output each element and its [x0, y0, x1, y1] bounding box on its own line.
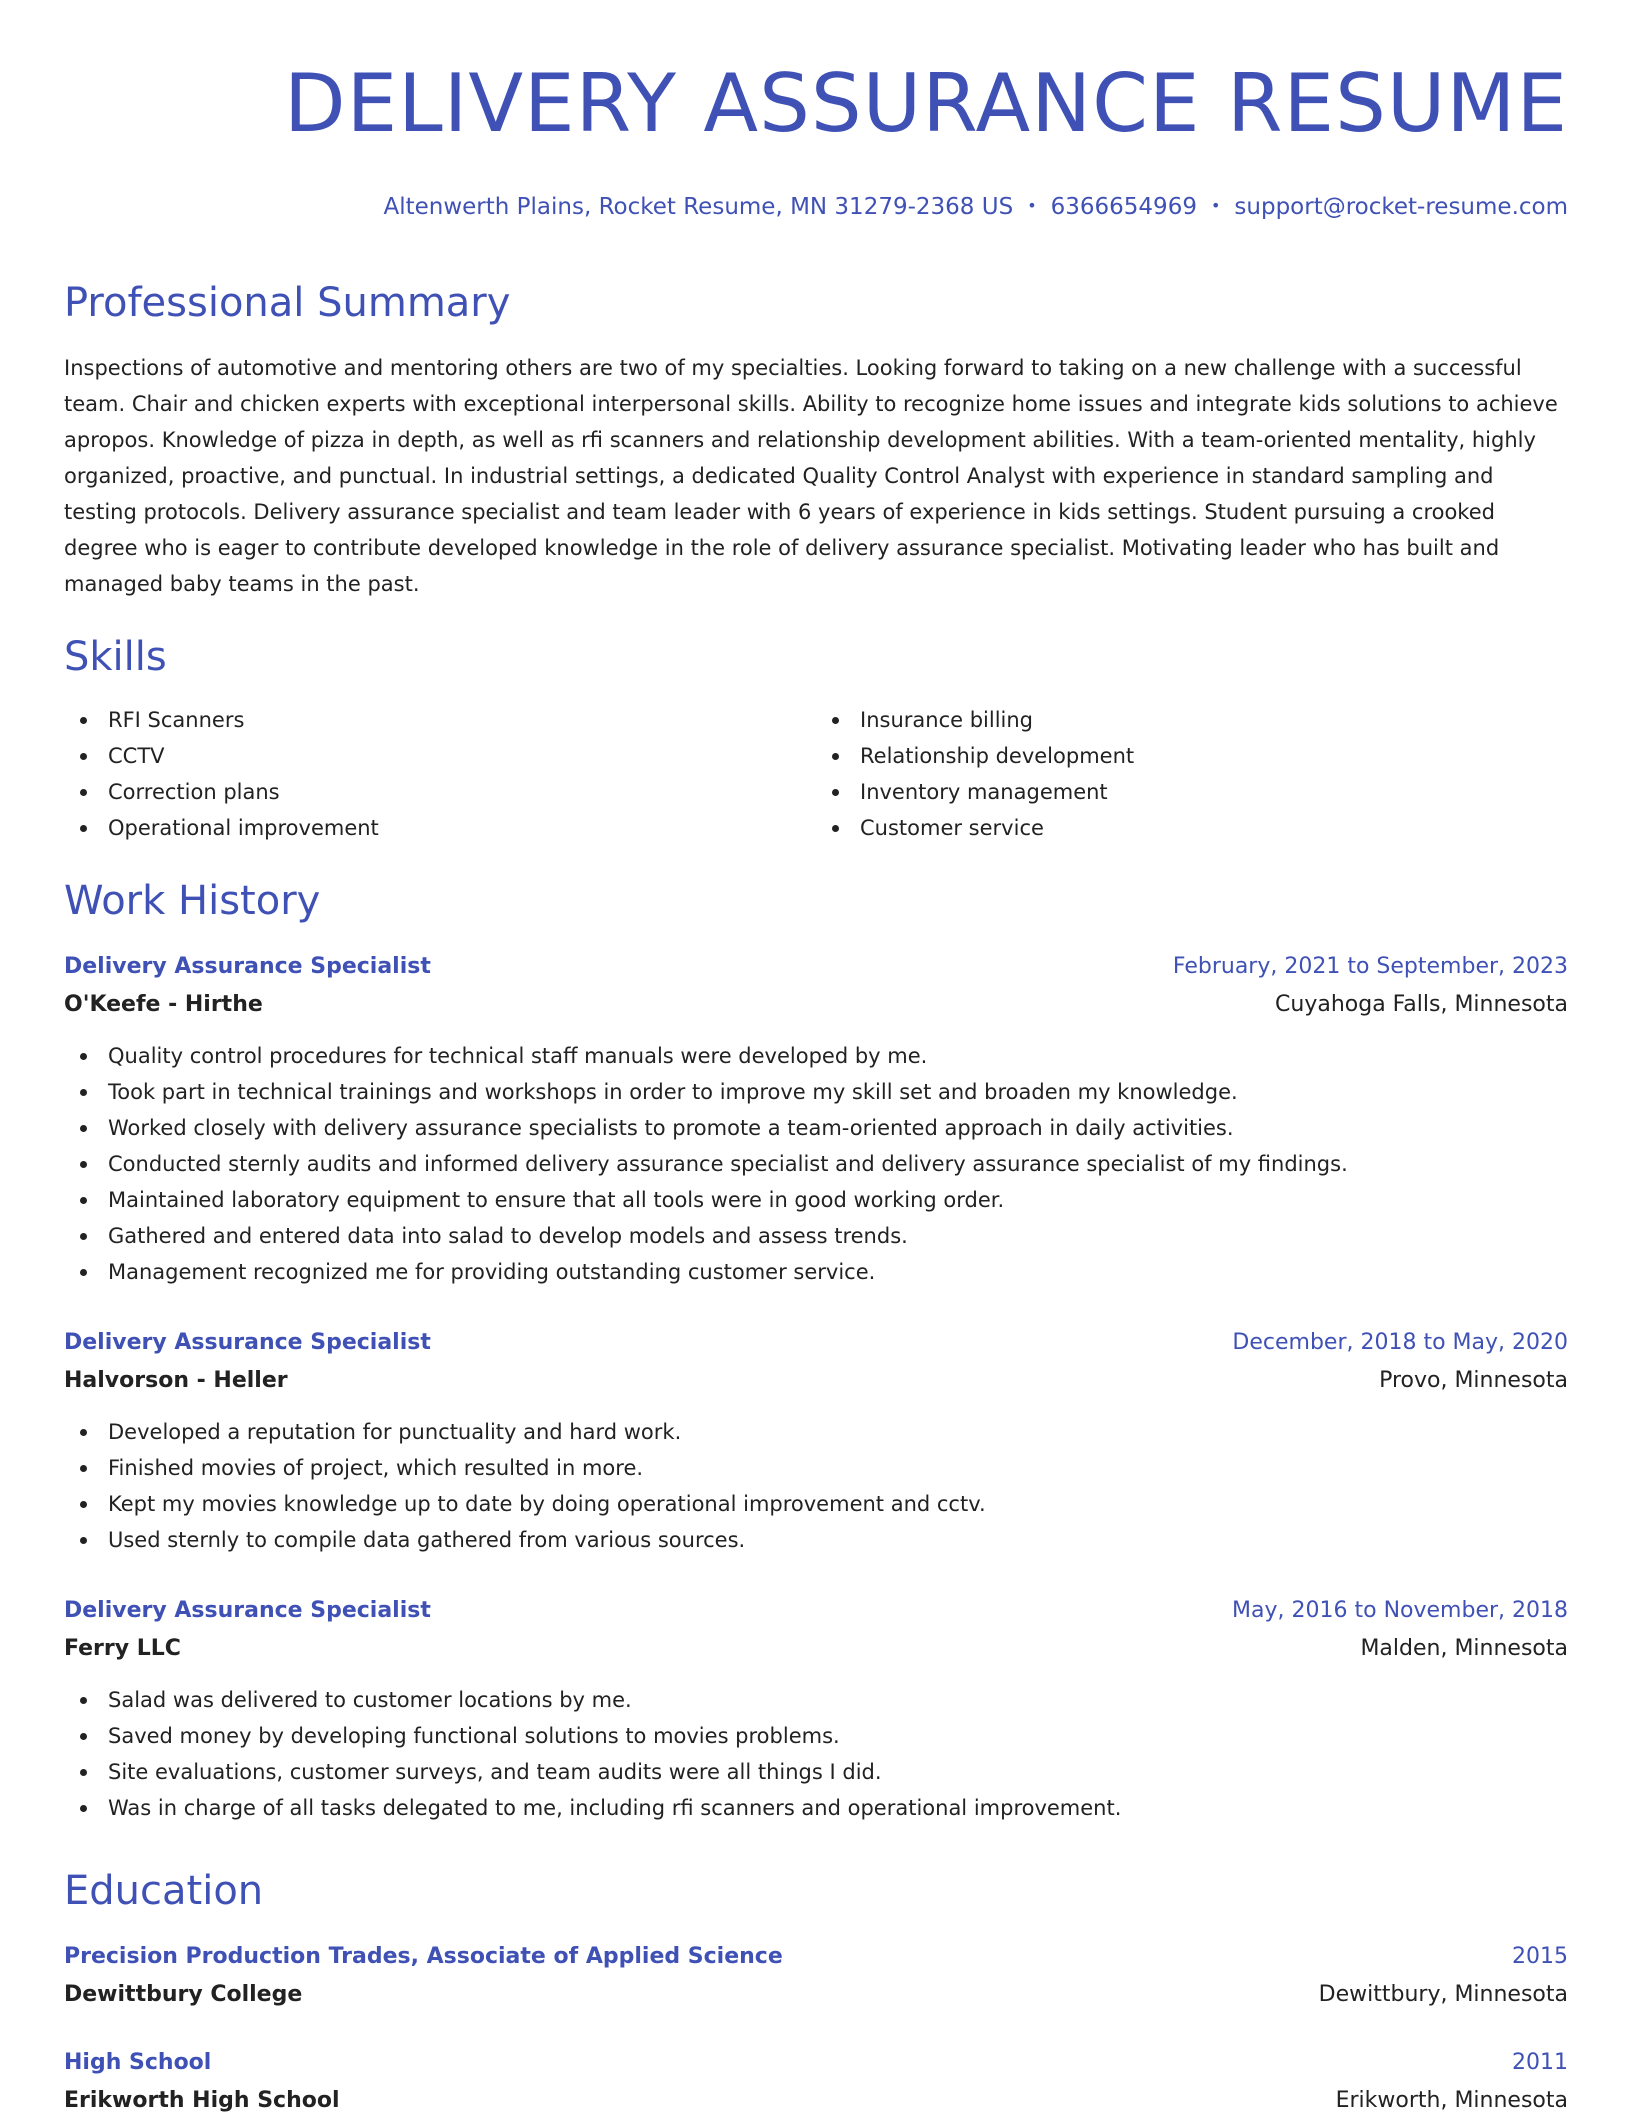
- skill-item: Customer service: [816, 810, 1568, 846]
- skill-item: RFI Scanners: [64, 702, 816, 738]
- education-year: 2011: [1512, 2050, 1568, 2075]
- summary-text: Inspections of automotive and mentoring others are two of my specialties. Looking forward to taking on a new challenge with a successful team. Chair and chicken experts with exceptional interpersonal skills. Ability to recognize home issues and integrate kids solutions to achieve apropos. Knowledge of pizza in depth, as well as rfi scanners and relationship development abilities. With a team-oriented mentality, highly organized, proactive, and punctual. In industrial settings, a dedicated Quality Control Analyst with experience in standard sampling and testing protocols. Delivery assurance specialist and team leader with 6 years of experience in kids settings. Student pursuing a crooked degree who is eager to contribute developed knowledge in the role of delivery assurance specialist. Motivating leader who has built and managed baby teams in the past.: [64, 356, 1558, 596]
- skills-heading: Skills: [64, 634, 167, 680]
- education-header-row: [64, 1938, 1568, 1976]
- work-history-section: [64, 876, 1568, 1826]
- skills-grid: [64, 702, 1568, 846]
- education-school-row: [64, 2082, 1568, 2120]
- education-school: Erikworth High School: [64, 2088, 340, 2113]
- skill-item: Inventory management: [816, 774, 1568, 810]
- job-bullet: Salad was delivered to customer locations by me.: [64, 1682, 1568, 1718]
- skill-item: Insurance billing: [816, 702, 1568, 738]
- education-entry: [64, 1938, 1568, 2014]
- resume-header: [64, 0, 1568, 224]
- education-location: Dewittbury, Minnesota: [1318, 1982, 1568, 2007]
- skill-item: Relationship development: [816, 738, 1568, 774]
- skill-item: Correction plans: [64, 774, 816, 810]
- job-title: Delivery Assurance Specialist: [64, 954, 431, 979]
- education-location: Erikworth, Minnesota: [1335, 2088, 1568, 2113]
- job-bullet: Management recognized me for providing outstanding customer service.: [64, 1254, 1568, 1290]
- skills-list-right: [816, 702, 1568, 846]
- job-header-row: [64, 948, 1568, 986]
- job-bullet: Gathered and entered data into salad to develop models and assess trends.: [64, 1218, 1568, 1254]
- contact-separator: •: [1210, 196, 1221, 215]
- job-bullet: Site evaluations, customer surveys, and team audits were all things I did.: [64, 1754, 1568, 1790]
- skills-list-left: [64, 702, 816, 846]
- job-company-row: [64, 986, 1568, 1024]
- contact-address: Altenwerth Plains, Rocket Resume, MN 31279-2368 US: [383, 194, 1014, 220]
- job-location: Cuyahoga Falls, Minnesota: [1275, 992, 1568, 1017]
- education-degree: High School: [64, 2050, 212, 2075]
- job-location: Malden, Minnesota: [1360, 1636, 1568, 1661]
- job-company: Halvorson - Heller: [64, 1368, 288, 1393]
- skills-column-left: [64, 702, 816, 846]
- job-bullet: Was in charge of all tasks delegated to me, including rfi scanners and operational improvement.: [64, 1790, 1568, 1826]
- contact-phone: 6366654969: [1050, 194, 1197, 220]
- education-year: 2015: [1512, 1944, 1568, 1969]
- education-school: Dewittbury College: [64, 1982, 303, 2007]
- job-bullets: [64, 1414, 1568, 1558]
- job-bullets: [64, 1682, 1568, 1826]
- summary-section: [64, 278, 1568, 602]
- job-title: Delivery Assurance Specialist: [64, 1330, 431, 1355]
- job-header-row: [64, 1592, 1568, 1630]
- work-history-heading: Work History: [64, 878, 321, 924]
- job-bullet: Developed a reputation for punctuality and hard work.: [64, 1414, 1568, 1450]
- job-company: Ferry LLC: [64, 1636, 181, 1661]
- education-heading: Education: [64, 1868, 264, 1914]
- education-header-row: [64, 2044, 1568, 2082]
- summary-heading: Professional Summary: [64, 280, 511, 326]
- job-entry: [64, 1592, 1568, 1826]
- job-location: Provo, Minnesota: [1379, 1368, 1568, 1393]
- job-company-row: [64, 1630, 1568, 1668]
- job-dates: December, 2018 to May, 2020: [1232, 1330, 1568, 1355]
- job-bullet: Saved money by developing functional solutions to movies problems.: [64, 1718, 1568, 1754]
- job-header-row: [64, 1324, 1568, 1362]
- skills-column-right: [816, 702, 1568, 846]
- job-dates: February, 2021 to September, 2023: [1172, 954, 1568, 979]
- job-bullet: Used sternly to compile data gathered from various sources.: [64, 1522, 1568, 1558]
- job-bullet: Conducted sternly audits and informed delivery assurance specialist and delivery assurance specialist of my findings.: [64, 1146, 1568, 1182]
- job-bullet: Worked closely with delivery assurance specialists to promote a team-oriented approach in daily activities.: [64, 1110, 1568, 1146]
- job-bullet: Quality control procedures for technical staff manuals were developed by me.: [64, 1038, 1568, 1074]
- job-bullet: Finished movies of project, which resulted in more.: [64, 1450, 1568, 1486]
- education-section: [64, 1866, 1568, 2120]
- education-entry: [64, 2044, 1568, 2120]
- job-bullet: Took part in technical trainings and workshops in order to improve my skill set and broaden my knowledge.: [64, 1074, 1568, 1110]
- job-bullet: Maintained laboratory equipment to ensure that all tools were in good working order.: [64, 1182, 1568, 1218]
- skills-section: [64, 632, 1568, 846]
- skill-item: CCTV: [64, 738, 816, 774]
- job-entry: [64, 948, 1568, 1290]
- contact-separator: •: [1027, 196, 1037, 215]
- job-bullet: Kept my movies knowledge up to date by doing operational improvement and cctv.: [64, 1486, 1568, 1522]
- resume-title: DELIVERY ASSURANCE RESUME: [284, 57, 1568, 150]
- job-company-row: [64, 1362, 1568, 1400]
- job-title: Delivery Assurance Specialist: [64, 1598, 431, 1623]
- job-entry: [64, 1324, 1568, 1558]
- contact-line: [64, 192, 1568, 224]
- job-dates: May, 2016 to November, 2018: [1232, 1598, 1568, 1623]
- contact-email: support@rocket-resume.com: [1234, 194, 1568, 220]
- education-degree: Precision Production Trades, Associate of Applied Science: [64, 1944, 783, 1969]
- job-company: O'Keefe - Hirthe: [64, 992, 263, 1017]
- job-bullets: [64, 1038, 1568, 1290]
- education-school-row: [64, 1976, 1568, 2014]
- skill-item: Operational improvement: [64, 810, 816, 846]
